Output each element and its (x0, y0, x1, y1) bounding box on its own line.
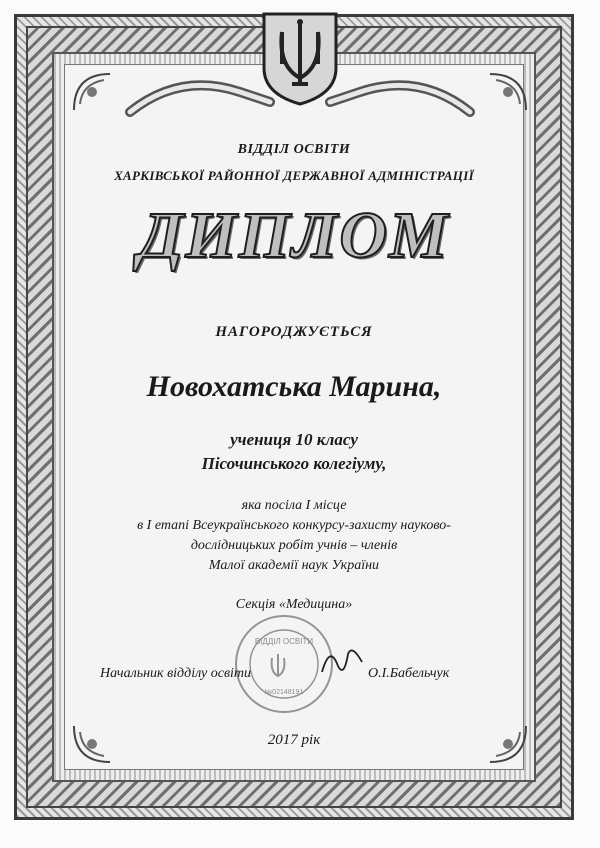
corner-ornament-icon (486, 70, 530, 114)
signer-name: О.І.Бабельчук (368, 666, 450, 681)
recipient-grade: учениця 10 класу (230, 430, 358, 449)
corner-ornament-icon (70, 70, 114, 114)
achievement-line: дослідницьких робіт учнів – членів (190, 538, 398, 553)
awarded-label: НАГОРОДЖУЄТЬСЯ (215, 324, 373, 340)
diploma-title: ДИПЛОМ (138, 199, 450, 272)
issuer-line-2: ХАРКІВСЬКОЇ РАЙОННОЇ ДЕРЖАВНОЇ АДМІНІСТРАЦІЇ (114, 168, 474, 183)
stamp-number: №02148191 (264, 689, 304, 696)
signature-icon (318, 640, 368, 680)
achievement-line: Малої академії наук України (208, 558, 380, 573)
achievement-line: в І етапі Всеукраїнського конкурсу-захисту науково- (137, 518, 451, 533)
recipient-school: Пісочинського колегіуму, (201, 454, 387, 473)
signer-position: Начальник відділу освіти (100, 666, 252, 681)
issue-year: 2017 рік (267, 732, 321, 748)
issuer-line-1: ВІДДІЛ ОСВІТИ (237, 142, 351, 157)
recipient-name: Новохатська Марина, (146, 370, 442, 403)
stamp-text: ВІДДІЛ ОСВІТИ (254, 637, 314, 646)
competition-section: Секція «Медицина» (235, 597, 353, 612)
achievement-line: яка посіла І місце (241, 498, 347, 513)
trident-coat-of-arms-icon (252, 6, 348, 106)
